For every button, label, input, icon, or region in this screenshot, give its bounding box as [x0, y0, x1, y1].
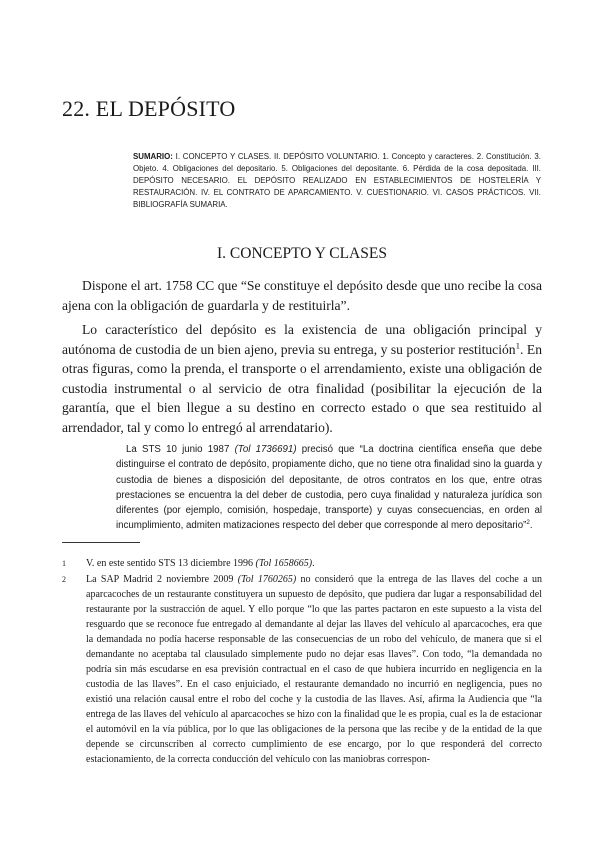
footnote-1-text-a: V. en este sentido STS 13 diciembre 1996	[86, 558, 256, 569]
case-law-quote	[116, 442, 542, 534]
footnote-2	[62, 572, 542, 767]
quote-text-b: precisó que “La doctrina científica enseña que debe distinguirse el contrato de depósito, propiamente dicho, que no tiene otra finalidad sino la guarda y custodia de bienes a disposición del depositante, de otros contratos en los que, entre otras prestaciones se encuentra la del deber de custodia, pero cuya finalidad y naturaleza jurídica son diferentes (por ejemplo, comisión, hospedaje, transporte) y cuyas consecuencias, en orden al incumplimiento, admiten matizaciones respecto del deber que corresponde al mero depositario”	[116, 444, 542, 532]
footnote-2-number: 2	[62, 575, 66, 584]
footnote-1	[62, 556, 542, 571]
summary-label: SUMARIO:	[133, 152, 173, 161]
footnote-2-text-b: no consideró que la entrega de las llaves del coche a un aparcacoches de un restaurante constituyera un supuesto de depósito, que pudiera dar lugar a responsabilidad del restaurante por la sustracción de aquel. Y ello porque “lo que las partes pactaron en este supuesto a la vista del resguardo que se reconoce fue entregado al demandante al dejar las llaves del vehículo al aparcacoches, era que la demandada no podía hacerse responsable de las consecuencias de un robo del vehículo, de manera que si el demandante no aceptaba tal clausulado simplemente pudo no dejar esas llaves”. Con todo, “la demandada no podría sin más escudarse en esa previsión contractual en el caso de que hubiera incurrido en negligencia en la custodia de las llaves”. En el caso enjuiciado, el restaurante demandado no incurrió en negligencia, pues no existió una relación causal entre el robo del coche y la custodia de las llaves. Así, afirma la Audiencia que “la entrega de las llaves del vehículo al aparcacoches se hizo con la finalidad que le es propia, cual es la de estacionar el automóvil en la vía pública, por lo que las obligaciones de la persona que las recibe y de la entidad de la que depende se circunscriben al correcto cumplimiento de ese encargo, por lo que responderá del correcto estacionamiento, de la correcta conducción del vehículo con las maniobras correspon-	[86, 574, 542, 765]
quote-tol-reference: (Tol 1736691)	[234, 444, 297, 455]
section-heading: I. CONCEPTO Y CLASES	[217, 245, 387, 262]
paragraph-2-text-a: Lo característico del depósito es la existencia de una obligación principal y autónoma de custodia de un bien ajeno, previa su entrega, y su posterior restitución	[62, 322, 542, 357]
footnote-2-text	[62, 572, 542, 767]
footnote-1-number: 1	[62, 559, 66, 568]
quote-text-end: .	[529, 520, 533, 532]
footnote-1-text-b: .	[312, 558, 315, 569]
chapter-summary	[133, 151, 541, 211]
footnote-1-text	[62, 556, 542, 571]
quote-text-a: La STS 10 junio 1987	[126, 444, 235, 455]
footnote-2-tol-reference: (Tol 1760265)	[237, 574, 297, 585]
summary-text: I. CONCEPTO Y CLASES. II. DEPÓSITO VOLUNTARIO. 1. Concepto y caracteres. 2. Constitución. 3. Objeto. 4. Obligaciones del depositario. 5. Obligaciones del depositante. 6. Pérdida de la cosa depositada. III. DEPÓSITO NECESARIO. EL DEPÓSITO REALIZADO EN ESTABLECIMIENTOS DE HOSTELERÍA Y RESTAURACIÓN. IV. EL CONTRATO DE APARCAMIENTO. V. CUESTIONARIO. VI. CASOS PRÁCTICOS. VII. BIBLIOGRAFÍA SUMARIA.	[133, 152, 541, 209]
footnote-ref-2[interactable]: 2	[526, 519, 530, 527]
body-paragraph-1: Dispone el art. 1758 CC que “Se constituye el depósito desde que uno recibe la cosa ajena con la obligación de guardarla y de restituirla”.	[62, 278, 542, 313]
body-paragraph-2	[62, 320, 542, 438]
footnote-ref-1[interactable]: 1	[515, 340, 521, 351]
footnote-2-text-a: La SAP Madrid 2 noviembre 2009	[86, 574, 238, 585]
footnote-1-tol-reference: (Tol 1658665)	[255, 558, 313, 569]
paragraph-2-text-b: . En otras figuras, como la prenda, el transporte o el arrendamiento, existe una obligación de custodia instrumental o al servicio de otra finalidad (posibilitar la ejecución de la garantía, que el bien llegue a su destino en correcto estado o que sea restituido al arrendador, tal y como lo entregó al arrendatario).	[62, 341, 542, 435]
footnote-divider	[62, 542, 140, 543]
chapter-title: 22. EL DEPÓSITO	[62, 96, 236, 121]
